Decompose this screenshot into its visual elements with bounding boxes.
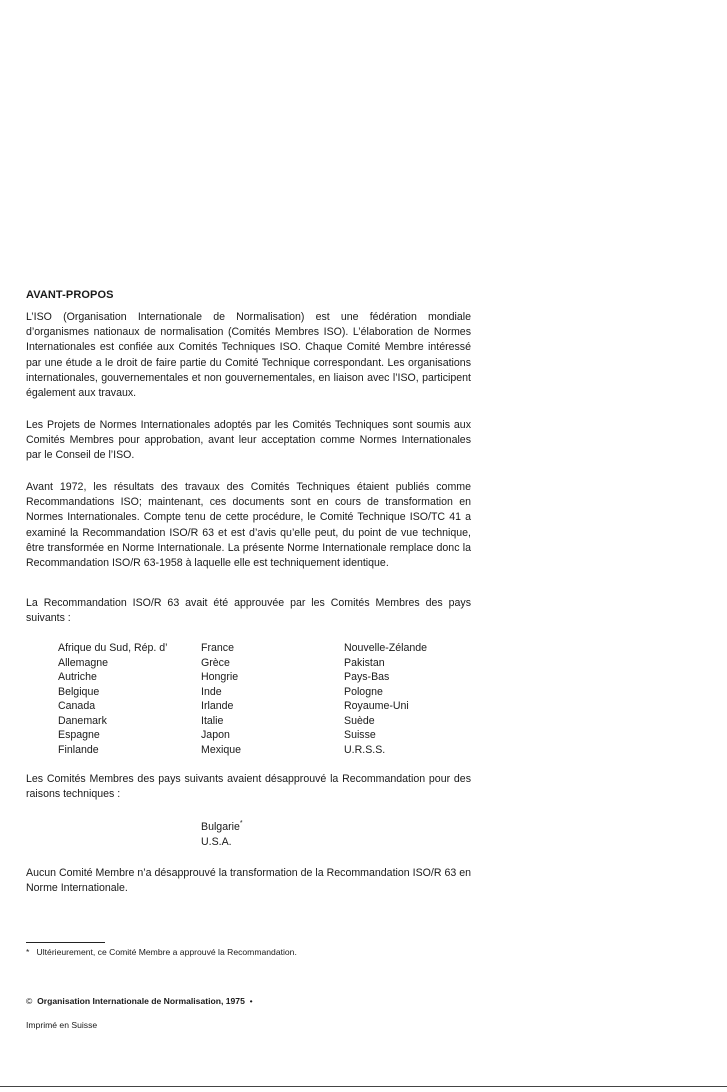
disapproving-countries-list bbox=[201, 820, 243, 850]
country-item: Italie bbox=[201, 714, 224, 727]
country-item: Suède bbox=[344, 714, 375, 727]
paragraph-no-disapproval: Aucun Comité Membre n’a désapprouvé la transformation de la Recommandation ISO/R 63 en Norme Internationale. bbox=[26, 867, 471, 895]
countries-column-1 bbox=[58, 641, 168, 757]
country-item: Royaume-Uni bbox=[344, 700, 409, 712]
country-item: Pologne bbox=[344, 685, 383, 698]
footnote-mark: * bbox=[26, 947, 30, 957]
country-item: Japon bbox=[201, 729, 230, 741]
country-item: Espagne bbox=[58, 729, 100, 741]
footnote-mark: * bbox=[239, 820, 243, 827]
countries-column-2 bbox=[201, 641, 241, 757]
copyright-icon: © bbox=[26, 996, 33, 1006]
country-item: Hongrie bbox=[201, 671, 239, 683]
bullet-icon: • bbox=[249, 996, 253, 1006]
foreword-heading: AVANT-PROPOS bbox=[26, 289, 114, 301]
page-bottom-rule bbox=[0, 1086, 727, 1087]
paragraph-disapproval: Les Comités Membres des pays suivants avaient désapprouvé la Recommandation pour des raisons techniques : bbox=[26, 773, 471, 801]
paragraph-iso-intro: L’ISO (Organisation Internationale de Normalisation) est une fédération mondiale d’organismes nationaux de normalisation (Comités Membres ISO). L’élaboration de Normes Internationales est confiée aux Comités Techniques ISO. Chaque Comité Membre intéressé par une étude a le droit de faire partie du Comité Technique correspondant. Les organisations internationales, gouvernementales et non gouvernementales, en liaison avec l’ISO, participent également aux travaux. bbox=[26, 311, 471, 400]
country-item: Allemagne bbox=[58, 656, 109, 669]
country-item: Pays-Bas bbox=[344, 671, 390, 683]
country-item: Pakistan bbox=[344, 656, 385, 669]
country-item: U.R.S.S. bbox=[344, 743, 386, 756]
country-item: Bulgarie* bbox=[201, 820, 243, 833]
country-item: France bbox=[201, 642, 234, 654]
countries-column-3 bbox=[344, 641, 427, 757]
footnote bbox=[26, 947, 297, 958]
footnote-divider bbox=[26, 942, 105, 943]
country-item: Autriche bbox=[58, 671, 97, 683]
copyright-text: Organisation Internationale de Normalisation, 1975 bbox=[37, 996, 245, 1006]
country-item: Danemark bbox=[58, 714, 107, 727]
country-item: Afrique du Sud, Rép. d’ bbox=[58, 642, 168, 654]
country-item: Irlande bbox=[201, 700, 234, 712]
country-item: Nouvelle-Zélande bbox=[344, 642, 428, 654]
country-item: Finlande bbox=[58, 743, 99, 756]
paragraph-draft-standards: Les Projets de Normes Internationales adoptés par les Comités Techniques sont soumis aux Comités Membres pour approbation, avant leur acceptation comme Normes Internationales par le Conseil de l’ISO. bbox=[26, 419, 471, 462]
printed-in: Imprimé en Suisse bbox=[26, 1020, 98, 1030]
country-item: Belgique bbox=[58, 685, 100, 698]
copyright-line bbox=[26, 996, 253, 1006]
country-item: Mexique bbox=[201, 743, 242, 756]
paragraph-history: Avant 1972, les résultats des travaux des Comités Techniques étaient publiés comme Recommandations ISO; maintenant, ces documents sont en cours de transformation en Normes Internationales. Compte tenu de cette procédure, le Comité Technique ISO/TC 41 a examiné la Recommandation ISO/R 63 et est d’avis qu’elle peut, du point de vue technique, être transformée en Norme Internationale. La présente Norme Internationale remplace donc la Recommandation ISO/R 63-1958 à laquelle elle est techniquement identique. bbox=[26, 481, 471, 570]
paragraph-approval: La Recommandation ISO/R 63 avait été approuvée par les Comités Membres des pays suivants : bbox=[26, 597, 471, 625]
footnote-text: Ultérieurement, ce Comité Membre a approuvé la Recommandation. bbox=[36, 947, 297, 957]
country-item: Canada bbox=[58, 700, 96, 712]
country-item: Grèce bbox=[201, 656, 230, 669]
country-item: Inde bbox=[201, 685, 222, 698]
country-item: Suisse bbox=[344, 729, 376, 741]
country-item: U.S.A. bbox=[201, 836, 232, 848]
